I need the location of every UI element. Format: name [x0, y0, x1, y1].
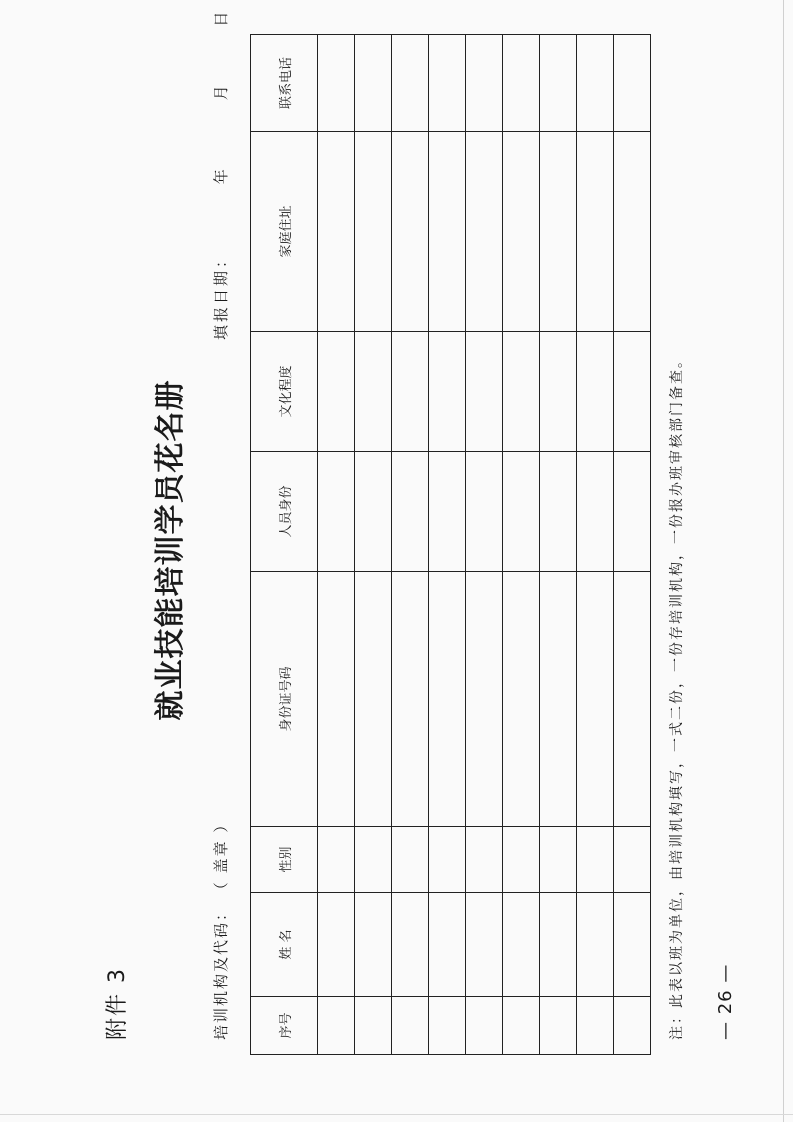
table-cell[interactable]: [466, 132, 503, 332]
attachment-label: 附件 3: [105, 967, 130, 1040]
table-cell[interactable]: [466, 35, 503, 132]
table-cell[interactable]: [614, 35, 651, 132]
column-header-name: 姓 名: [251, 893, 318, 997]
table-cell[interactable]: [503, 332, 540, 452]
table-cell[interactable]: [466, 893, 503, 997]
column-header-gender: 性别: [251, 827, 318, 893]
table-cell[interactable]: [318, 893, 355, 997]
table-cell[interactable]: [429, 997, 466, 1055]
table-cell[interactable]: [614, 827, 651, 893]
table-row: [355, 35, 392, 1055]
table-header-row: [251, 35, 318, 1055]
column-header-phone: 联系电话: [251, 35, 318, 132]
table-row: [429, 35, 466, 1055]
table-cell[interactable]: [466, 332, 503, 452]
table-cell[interactable]: [429, 132, 466, 332]
table-cell[interactable]: [577, 452, 614, 572]
table-cell[interactable]: [392, 132, 429, 332]
table-cell[interactable]: [614, 132, 651, 332]
table-cell[interactable]: [540, 572, 577, 827]
table-row: [318, 35, 355, 1055]
table-cell[interactable]: [466, 572, 503, 827]
table-cell[interactable]: [429, 332, 466, 452]
date-year-label: 年: [212, 166, 230, 185]
table-cell[interactable]: [540, 35, 577, 132]
table-cell[interactable]: [392, 452, 429, 572]
table-cell[interactable]: [355, 893, 392, 997]
table-cell[interactable]: [577, 572, 614, 827]
table-cell[interactable]: [466, 452, 503, 572]
column-header-seq: 序号: [251, 997, 318, 1055]
table-cell[interactable]: [503, 132, 540, 332]
institution-line: [210, 816, 231, 1040]
table-cell[interactable]: [540, 997, 577, 1055]
table-cell[interactable]: [540, 827, 577, 893]
table-cell[interactable]: [355, 827, 392, 893]
table-cell[interactable]: [429, 827, 466, 893]
table-cell[interactable]: [392, 332, 429, 452]
column-header-address: 家庭住址: [251, 132, 318, 332]
table-cell[interactable]: [429, 35, 466, 132]
table-cell[interactable]: [392, 827, 429, 893]
roster-table: [250, 34, 651, 1055]
table-cell[interactable]: [355, 572, 392, 827]
table-cell[interactable]: [614, 332, 651, 452]
table-cell[interactable]: [577, 997, 614, 1055]
table-cell[interactable]: [614, 452, 651, 572]
table-row: [614, 35, 651, 1055]
table-cell[interactable]: [318, 35, 355, 132]
table-cell[interactable]: [355, 452, 392, 572]
table-row: [577, 35, 614, 1055]
table-cell[interactable]: [355, 35, 392, 132]
table-cell[interactable]: [503, 827, 540, 893]
table-cell[interactable]: [540, 132, 577, 332]
table-cell[interactable]: [540, 893, 577, 997]
table-cell[interactable]: [503, 572, 540, 827]
table-cell[interactable]: [577, 132, 614, 332]
page-number: — 26 —: [715, 963, 736, 1040]
table-cell[interactable]: [614, 997, 651, 1055]
page-edge-right: [783, 0, 784, 1122]
table-cell[interactable]: [503, 452, 540, 572]
rotated-form-sheet: [60, 8, 780, 1080]
institution-label: 培训机构及代码：: [212, 903, 230, 1040]
table-row: [540, 35, 577, 1055]
table-row: [503, 35, 540, 1055]
column-header-education: 文化程度: [251, 332, 318, 452]
table-cell[interactable]: [355, 132, 392, 332]
date-line: [210, 9, 231, 340]
table-cell[interactable]: [503, 35, 540, 132]
table-cell[interactable]: [614, 893, 651, 997]
roster-body: [318, 35, 651, 1055]
column-header-identity: 人员身份: [251, 452, 318, 572]
table-cell[interactable]: [392, 35, 429, 132]
footnote: 注：此表以班为单位，由培训机构填写，一式二份，一份存培训机构，一份报办班审核部门备查。: [669, 352, 685, 1040]
table-cell[interactable]: [429, 572, 466, 827]
table-cell[interactable]: [503, 997, 540, 1055]
table-cell[interactable]: [577, 35, 614, 132]
table-cell[interactable]: [503, 893, 540, 997]
table-cell[interactable]: [392, 893, 429, 997]
table-cell[interactable]: [355, 332, 392, 452]
table-cell[interactable]: [355, 997, 392, 1055]
page-edge-bottom: [0, 1114, 793, 1115]
table-cell[interactable]: [540, 332, 577, 452]
table-row: [392, 35, 429, 1055]
table-cell[interactable]: [318, 997, 355, 1055]
table-cell[interactable]: [429, 452, 466, 572]
table-cell[interactable]: [577, 332, 614, 452]
table-cell[interactable]: [392, 997, 429, 1055]
stamp-label: （ 盖章 ）: [212, 815, 230, 898]
table-cell[interactable]: [577, 893, 614, 997]
table-cell[interactable]: [392, 572, 429, 827]
table-cell[interactable]: [318, 132, 355, 332]
column-header-id-number: 身份证号码: [251, 572, 318, 827]
table-cell[interactable]: [577, 827, 614, 893]
table-cell[interactable]: [540, 452, 577, 572]
table-cell[interactable]: [466, 827, 503, 893]
table-row: [466, 35, 503, 1055]
table-cell[interactable]: [318, 332, 355, 452]
date-label: 填报日期：: [212, 249, 230, 340]
table-cell[interactable]: [318, 827, 355, 893]
form-title: 就业技能培训学员花名册: [153, 379, 188, 721]
table-cell[interactable]: [466, 997, 503, 1055]
table-cell[interactable]: [318, 452, 355, 572]
table-cell[interactable]: [318, 572, 355, 827]
table-cell[interactable]: [614, 572, 651, 827]
date-day-label: 日: [212, 8, 230, 27]
date-month-label: 月: [212, 82, 230, 101]
table-cell[interactable]: [429, 893, 466, 997]
